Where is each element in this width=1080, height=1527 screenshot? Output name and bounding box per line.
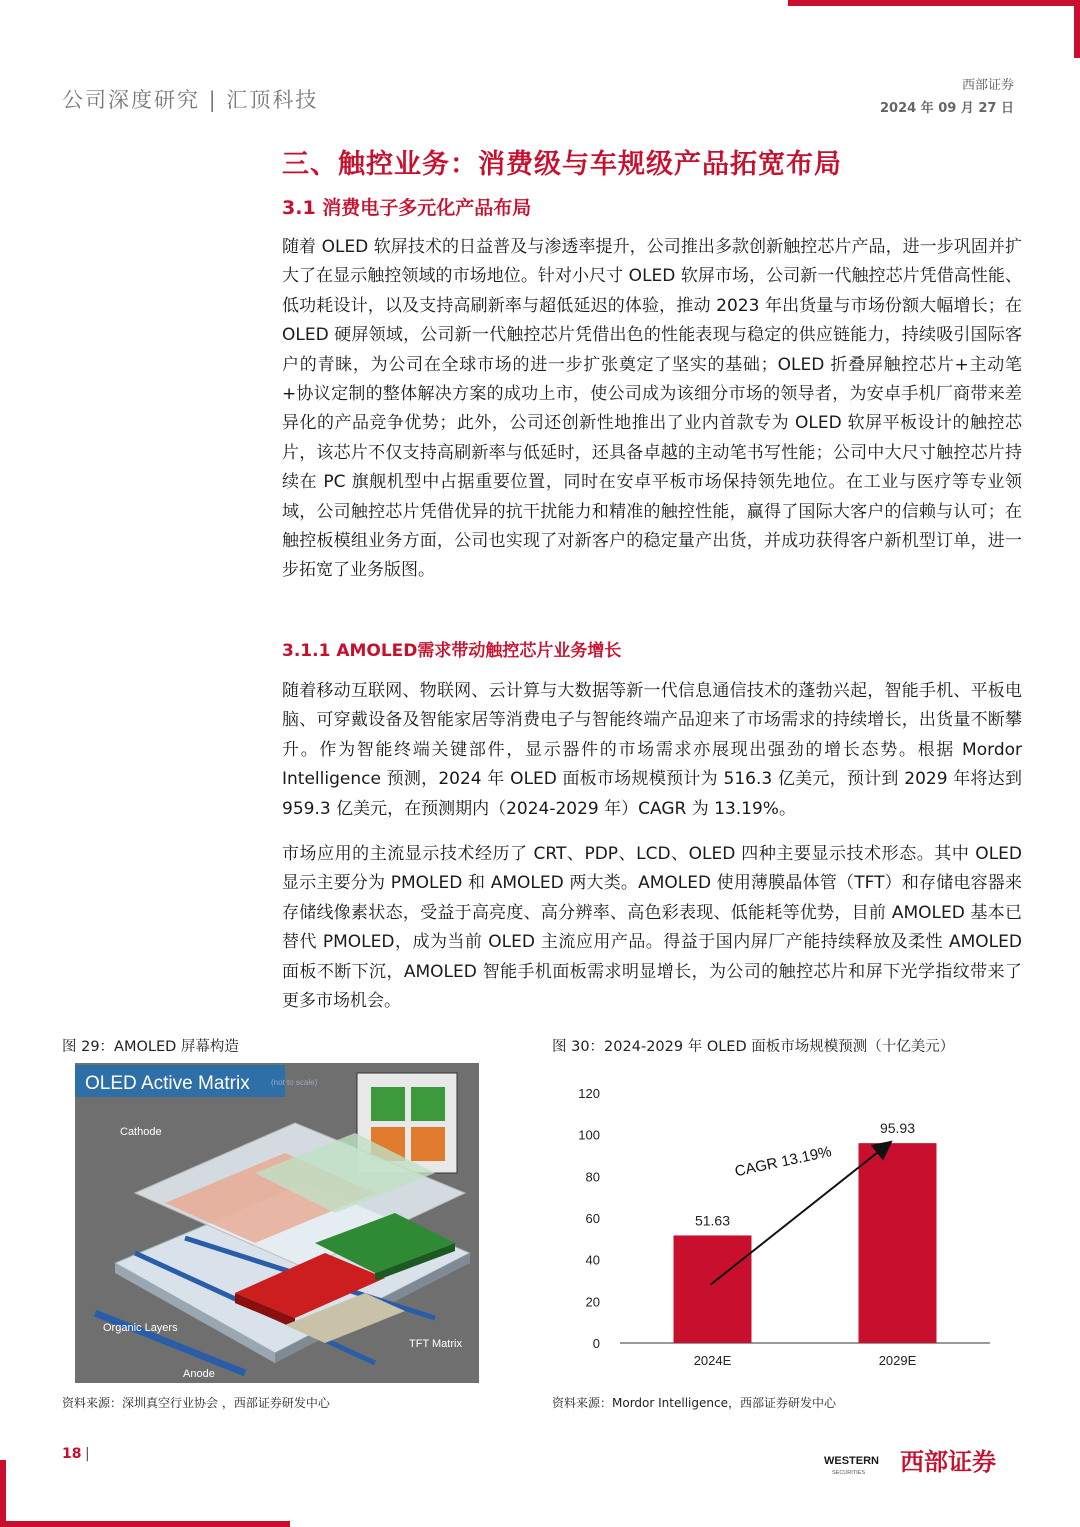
x-tick-label: 2029E xyxy=(878,1353,917,1368)
amoled-structure-illustration xyxy=(75,1063,479,1383)
amoled-diagram xyxy=(75,1063,479,1383)
banner-note: (not to scale) xyxy=(271,1078,318,1087)
label-organic-layers: Organic Layers xyxy=(103,1322,178,1334)
bar-chart-svg xyxy=(550,1063,1010,1383)
paragraph-market-demand: 随着移动互联网、物联网、云计算与大数据等新一代信息通信技术的蓬勃兴起，智能手机、平板电脑、可穿戴设备及智能家居等消费电子与智能终端产品迎来了市场需求的持续增长，出货量不断攀升。作为智能终端关键部件，显示器件的市场需求亦展现出强劲的增长态势。根据 Mordor Intelligence 预测，2024 年 OLED 面板市场规模预计为 516.3 亿美元，预计到 2029 年将达到 959.3 亿美元，在预测期内（2024-2029 年）CAGR 为 13.19%。 xyxy=(282,681,1022,819)
broker-name: 西部证券 xyxy=(961,78,1014,93)
page-number-separator: | xyxy=(85,1446,90,1462)
bottom-accent-line xyxy=(0,1521,290,1527)
paragraph-display-tech: 市场应用的主流显示技术经历了 CRT、PDP、LCD、OLED 四种主要显示技术形态。其中 OLED 显示主要分为 PMOLED 和 AMOLED 两大类。AMOLED 使用薄膜晶体管（TFT）和存储电容器来存储线像素状态，受益于高亮度、高分辨率、高色彩表现、低能耗等优势，目前 AMOLED 基本已替代 PMOLED，成为当前 OLED 主流应用产品。得益于国内屏厂产能持续释放及柔性 AMOLED 面板不断下沉，AMOLED 智能手机面板需求明显增长，为公司的触控芯片和屏下光学指纹带来了更多市场机会。 xyxy=(282,844,1022,1012)
logo-western: WESTERN xyxy=(824,1455,879,1467)
bar-2029E xyxy=(859,1143,937,1343)
logo-cn: 西部证券 xyxy=(900,1448,996,1476)
figure-29-source: 资料来源：深圳真空行业协会 ，西部证券研发中心 xyxy=(62,1396,330,1410)
label-tft-matrix: TFT Matrix xyxy=(409,1338,462,1350)
top-accent-line-vertical xyxy=(1074,0,1080,58)
label-anode: Anode xyxy=(183,1368,215,1380)
header-meta xyxy=(880,74,1014,116)
data-label: 95.93 xyxy=(879,1120,916,1137)
figure-30-caption: 图 30：2024-2029 年 OLED 面板市场规模预测（十亿美元） xyxy=(552,1039,955,1055)
paragraph-product-layout: 随着 OLED 软屏技术的日益普及与渗透率提升，公司推出多款创新触控芯片产品，进一步巩固并扩大了在显示触控领域的市场地位。针对小尺寸 OLED 软屏市场，公司新一代触控芯片凭借高性能、低功耗设计，以及支持高刷新率与超低延迟的体验，推动 2023 年出货量与市场份额大幅增长；在 OLED 硬屏领域，公司新一代触控芯片凭借出色的性能表现与稳定的供应链能力，持续吸引国际客户的青睐，为公司在全球市场的进一步扩张奠定了坚实的基础；OLED 折叠屏触控芯片+主动笔+协议定制的整体解决方案的成功上市，使公司成为该细分市场的领导者，为安卓手机厂商带来差异化的产品竞争优势；此外，公司还创新性地推出了业内首款专为 OLED 软屏平板设计的触控芯片，该芯片不仅支持高刷新率与低延时，还具备卓越的主动笔书写性能；公司中大尺寸触控芯片持续在 PC 旗舰机型中占据重要位置，同时在安卓平板市场保持领先地位。在工业与医疗等专业领域，公司触控芯片凭借优异的抗干扰能力和精准的触控性能，赢得了国际大客户的信赖与认可；在触控板模组业务方面，公司也实现了对新客户的稳定量产出货，并成功获得客户新机型订单，进一步拓宽了业务版图。 xyxy=(282,237,1022,581)
banner-title: OLED Active Matrix xyxy=(85,1073,250,1094)
y-tick-label: 80 xyxy=(585,1169,600,1185)
report-date: 2024 年 09 月 27 日 xyxy=(880,101,1014,116)
y-tick-label: 0 xyxy=(592,1336,600,1351)
report-type-title: 公司深度研究 | 汇顶科技 xyxy=(62,88,319,112)
y-tick-label: 100 xyxy=(578,1127,600,1143)
cagr-annotation: CAGR 13.19% xyxy=(733,1143,834,1181)
page-number: 18 xyxy=(62,1446,82,1462)
logo-securities: SECURITIES xyxy=(832,1470,866,1476)
y-tick-label: 120 xyxy=(578,1086,600,1101)
y-tick-label: 60 xyxy=(585,1211,600,1226)
bar-2024E xyxy=(674,1235,752,1343)
western-securities-logo xyxy=(824,1440,1019,1480)
subsubsection-title: 3.1.1 AMOLED需求带动触控芯片业务增长 xyxy=(282,641,622,661)
bottom-accent-line-vertical xyxy=(0,1460,6,1527)
figure-29-caption: 图 29：AMOLED 屏幕构造 xyxy=(62,1039,239,1055)
figure-30-source: 资料来源：Mordor Intelligence，西部证券研发中心 xyxy=(552,1396,836,1410)
label-cathode: Cathode xyxy=(120,1126,162,1138)
top-accent-line xyxy=(788,0,1080,6)
x-tick-label: 2024E xyxy=(693,1353,732,1368)
data-label: 51.63 xyxy=(694,1212,731,1229)
section-title: 三、触控业务：消费级与车规级产品拓宽布局 xyxy=(282,149,842,180)
logo-svg xyxy=(824,1440,1019,1480)
y-tick-label: 40 xyxy=(585,1252,600,1268)
subsection-title: 3.1 消费电子多元化产品布局 xyxy=(282,197,532,219)
y-tick-label: 20 xyxy=(585,1294,600,1310)
oled-market-chart xyxy=(550,1063,1010,1383)
